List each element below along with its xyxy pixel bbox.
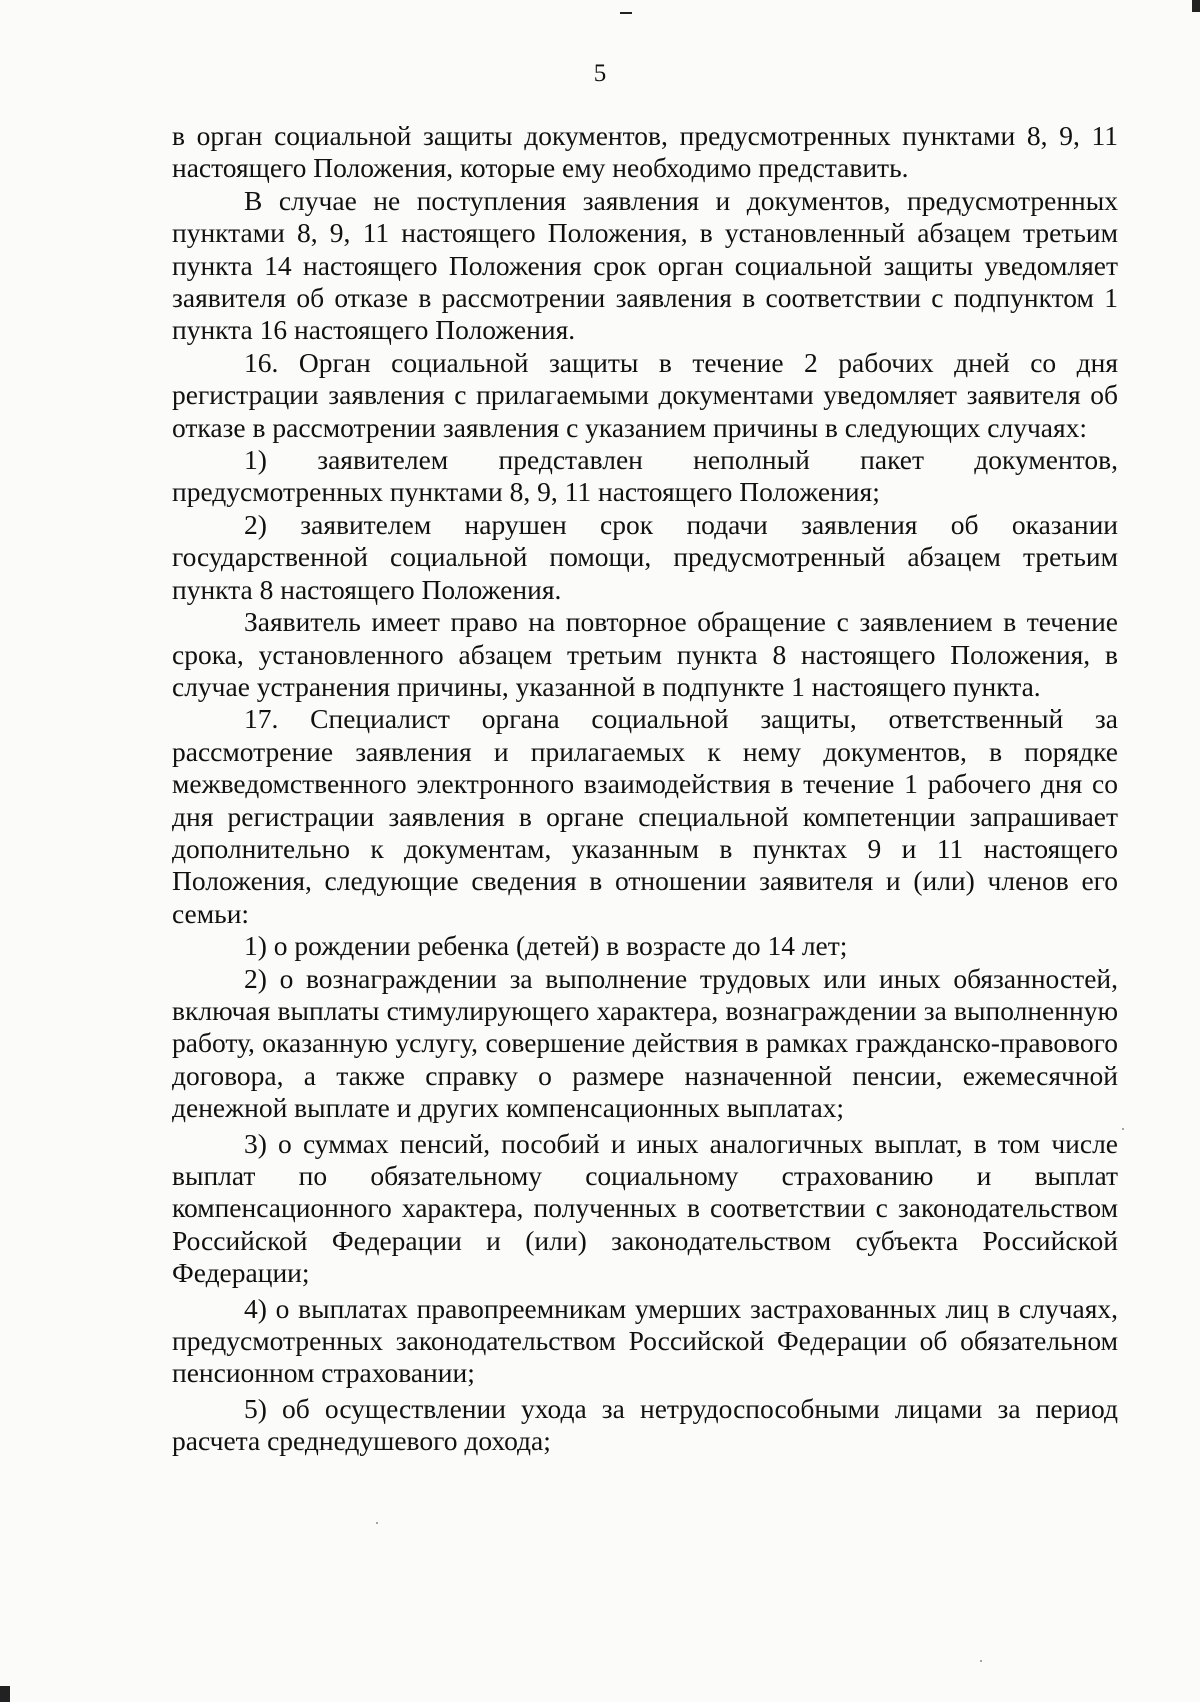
scan-artifact [620, 12, 632, 14]
list-item: 1) о рождении ребенка (детей) в возрасте до 14 лет; [244, 930, 848, 962]
paragraph: в орган социальной защиты документов, предусмотренных пунктами 8, 9, 11 настоящего Положения, которые ему необходимо представить. [172, 120, 1118, 184]
paragraph: В случае не поступления заявления и документов, предусмотренных пунктами 8, 9, 11 настоящего Положения, в установленный абзацем третьим пункта 14 настоящего Положения срок орган социальной защиты уведомляет заявителя об отказе в рассмотрении заявления в соответствии с подпунктом 1 пункта 16 настоящего Положения. [172, 184, 1118, 346]
list-item: 2) заявителем нарушен срок подачи заявления об оказании государственной социальной помощи, предусмотренный абзацем третьим пункта 8 настоящего Положения. [172, 508, 1118, 605]
list-item: 4) о выплатах правопреемникам умерших застрахованных лиц в случаях, предусмотренных законодательством Российской Федерации об обязательном пенсионном страховании; [172, 1292, 1118, 1389]
paragraph: 16. Орган социальной защиты в течение 2 рабочих дней со дня регистрации заявления с прилагаемыми документами уведомляет заявителя об отказе в рассмотрении заявления с указанием причины в следующих случаях: [172, 346, 1118, 443]
list-item: 5) об осуществлении ухода за нетрудоспособными лицами за период расчета среднедушевого дохода; [172, 1392, 1118, 1457]
list-item: 1) заявителем представлен неполный пакет документов, предусмотренных пунктами 8, 9, 11 настоящего Положения; [172, 444, 1118, 508]
list-item: 2) о вознаграждении за выполнение трудовых или иных обязанностей, включая выплаты стимулирующего характера, вознаграждении за выполненную работу, оказанную услугу, совершение действия в рамках гражданско-правового договора, а также справку о размере назначенной пенсии, ежемесячной денежной выплате и других компенсационных выплатах; [172, 962, 1118, 1124]
page-number: 5 [593, 60, 607, 87]
paragraph: Заявитель имеет право на повторное обращение с заявлением в течение срока, установленного абзацем третьим пункта 8 настоящего Положения, в случае устранения причины, указанной в подпункте 1 настоящего пункта. [172, 606, 1118, 702]
list-item: 3) о суммах пенсий, пособий и иных аналогичных выплат, в том числе выплат по обязательному социальному страхованию и выплат компенсационного характера, полученных в соответствии с законодательством Российской Федерации и (или) законодательством субъекта Российской Федерации; [172, 1127, 1118, 1289]
scan-artifact [1122, 1128, 1124, 1130]
scan-artifact [376, 1522, 378, 1524]
scan-artifact [1192, 0, 1200, 12]
document-body [172, 120, 1118, 1458]
scan-artifact [980, 1660, 982, 1662]
paragraph: 17. Специалист органа социальной защиты, ответственный за рассмотрение заявления и прилагаемых к нему документов, в порядке межведомственного электронного взаимодействия в течение 1 рабочего дня со дня регистрации заявления в органе специальной компетенции запрашивает дополнительно к документам, указанным в пунктах 9 и 11 настоящего Положения, следующие сведения в отношении заявителя и (или) членов его семьи: [172, 703, 1118, 929]
scan-artifact [0, 1686, 10, 1702]
